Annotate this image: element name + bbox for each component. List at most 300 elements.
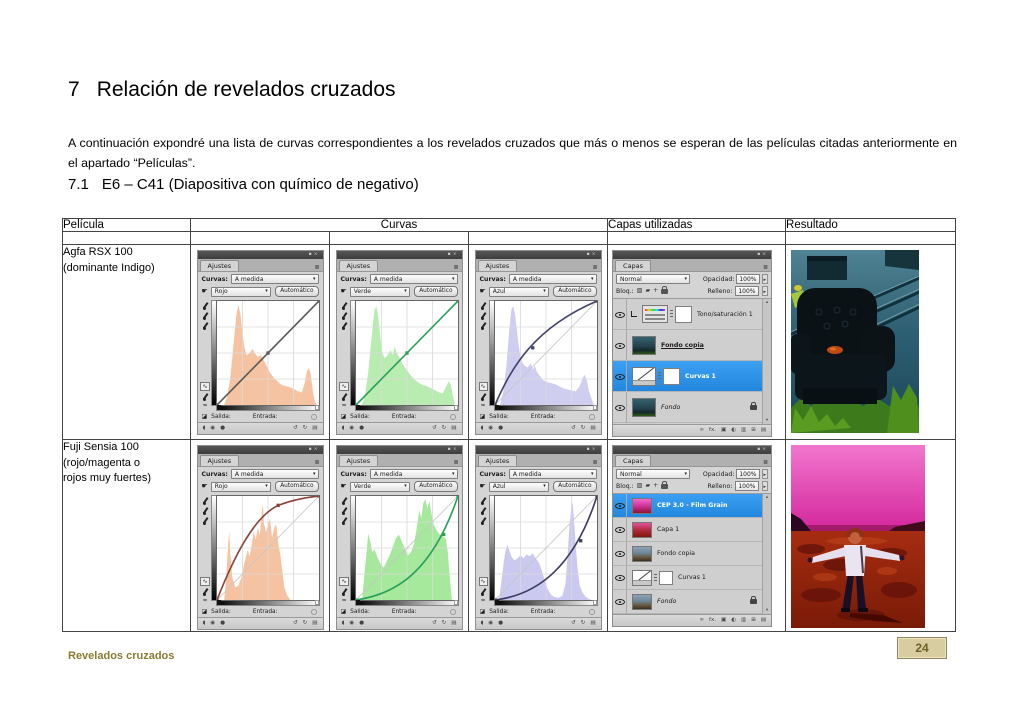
layer-mask-thumbnail[interactable] bbox=[663, 368, 680, 385]
draw-curve-pencil-icon[interactable] bbox=[481, 588, 486, 596]
curves-panel-toolbar bbox=[337, 422, 462, 434]
point-edit-icon: ◪ bbox=[479, 607, 486, 615]
targeted-adjustment-icon[interactable]: ☛ bbox=[479, 287, 486, 295]
input-label: Entrada: bbox=[252, 413, 278, 420]
edit-points-icon[interactable]: ∿ bbox=[202, 578, 208, 585]
curve-grid[interactable] bbox=[494, 300, 598, 406]
input-label: Entrada: bbox=[391, 413, 417, 420]
clip-to-layer-icon[interactable]: ◖ bbox=[480, 619, 484, 626]
layer-lock-icon bbox=[750, 599, 757, 604]
lock-move-icon[interactable]: + bbox=[653, 287, 659, 294]
channel-dropdown[interactable]: Verde ▾ bbox=[350, 482, 410, 492]
toggle-visibility-icon[interactable]: ◉ bbox=[488, 424, 494, 431]
layers-scrollbar[interactable] bbox=[762, 299, 771, 424]
curves-main-area bbox=[476, 299, 601, 411]
view-previous-state-icon[interactable]: ● bbox=[498, 424, 504, 431]
curve-grid[interactable] bbox=[494, 495, 598, 601]
close-icon[interactable]: × bbox=[452, 251, 459, 257]
mask-link-icon bbox=[670, 310, 673, 318]
tab-ajustes[interactable]: Ajustes bbox=[478, 260, 518, 271]
scroll-up-icon[interactable]: ▴ bbox=[765, 495, 769, 500]
fill-spinner-icon[interactable]: ▸ bbox=[762, 286, 769, 296]
redo-icon[interactable]: ↻ bbox=[441, 619, 447, 626]
window-controls[interactable] bbox=[587, 448, 598, 453]
table-header-row bbox=[63, 219, 956, 232]
chevron-down-icon: ▾ bbox=[684, 275, 688, 282]
curves-tool-strip bbox=[478, 300, 489, 411]
close-icon[interactable]: × bbox=[762, 251, 769, 257]
resize-dot-icon bbox=[450, 609, 456, 615]
chevron-down-icon: ▾ bbox=[543, 483, 546, 489]
delete-adjustment-icon[interactable]: ▤ bbox=[451, 424, 457, 431]
draw-curve-pencil-icon[interactable] bbox=[481, 393, 486, 401]
layer-row[interactable] bbox=[613, 542, 762, 566]
lock-move-icon[interactable]: + bbox=[653, 482, 659, 489]
panel-titlebar bbox=[337, 251, 462, 259]
curves-main-area bbox=[476, 494, 601, 606]
curve-grid[interactable] bbox=[355, 495, 459, 601]
layer-row[interactable] bbox=[613, 494, 762, 518]
smooth-curve-icon[interactable]: ≈ bbox=[480, 597, 486, 604]
auto-button[interactable]: Automático bbox=[414, 286, 457, 297]
opacity-value[interactable]: 100% bbox=[736, 469, 759, 479]
redo-icon[interactable]: ↻ bbox=[302, 424, 308, 431]
visibility-eye-icon[interactable] bbox=[615, 573, 624, 582]
visibility-eye-icon[interactable] bbox=[615, 525, 624, 534]
point-edit-icon: ◪ bbox=[340, 607, 347, 615]
gray-point-eyedropper-icon[interactable] bbox=[203, 507, 208, 515]
opacity-label: Opacidad: bbox=[702, 470, 735, 478]
redo-icon[interactable]: ↻ bbox=[441, 424, 447, 431]
panel-menu-icon[interactable]: ≣ bbox=[453, 264, 459, 271]
white-point-eyedropper-icon[interactable] bbox=[203, 517, 208, 525]
layer-thumbnail[interactable] bbox=[632, 498, 652, 514]
channel-histogram bbox=[217, 504, 290, 600]
opacity-spinner-icon[interactable]: ▸ bbox=[762, 469, 769, 479]
opacity-spinner-icon[interactable]: ▸ bbox=[762, 274, 769, 284]
window-controls[interactable] bbox=[448, 448, 459, 453]
black-point-eyedropper-icon[interactable] bbox=[481, 302, 486, 310]
visibility-eye-icon[interactable] bbox=[615, 341, 624, 350]
layer-thumbnail[interactable] bbox=[632, 570, 652, 586]
toggle-visibility-icon[interactable]: ◉ bbox=[488, 619, 494, 626]
point-edit-icon: ◪ bbox=[201, 412, 208, 420]
cross-process-table bbox=[62, 218, 956, 632]
view-previous-state-icon[interactable]: ● bbox=[359, 619, 365, 626]
new-adjustment-layer-icon[interactable]: ◐ bbox=[731, 616, 737, 623]
layers-scrollbar[interactable] bbox=[762, 494, 771, 614]
column-header-capas: Capas utilizadas bbox=[608, 219, 786, 232]
reset-icon[interactable]: ↺ bbox=[571, 619, 576, 626]
white-point-eyedropper-icon[interactable] bbox=[481, 517, 486, 525]
new-layer-icon[interactable]: ⊞ bbox=[751, 426, 756, 433]
film-name-cell: Fuji Sensia 100 (rojo/magenta o rojos muy fuertes) bbox=[63, 440, 191, 632]
minimize-icon[interactable]: ▪ bbox=[308, 446, 314, 452]
tab-ajustes[interactable]: Ajustes bbox=[200, 260, 240, 271]
window-controls[interactable] bbox=[757, 448, 768, 453]
gray-point-eyedropper-icon[interactable] bbox=[342, 312, 347, 320]
gray-point-eyedropper-icon[interactable] bbox=[342, 507, 347, 515]
view-previous-state-icon[interactable]: ● bbox=[220, 424, 226, 431]
targeted-adjustment-icon[interactable]: ☛ bbox=[201, 287, 208, 295]
tab-capas[interactable]: Capas bbox=[615, 260, 651, 271]
clip-to-layer-icon[interactable]: ◖ bbox=[202, 619, 206, 626]
gray-point-eyedropper-icon[interactable] bbox=[203, 312, 208, 320]
view-previous-state-icon[interactable]: ● bbox=[220, 619, 226, 626]
new-group-icon[interactable]: ▥ bbox=[741, 616, 747, 623]
resize-dot-icon bbox=[589, 609, 595, 615]
layer-thumbnail[interactable] bbox=[632, 546, 652, 562]
curves-io-row bbox=[198, 411, 323, 422]
channel-dropdown[interactable]: Azul ▾ bbox=[489, 287, 549, 297]
layer-row[interactable] bbox=[613, 518, 762, 542]
lock-transparency-icon[interactable]: ▨ bbox=[636, 482, 643, 489]
preset-dropdown[interactable]: A medida ▾ bbox=[370, 274, 458, 284]
layer-style-icon[interactable]: fx. bbox=[709, 616, 716, 623]
tab-capas[interactable]: Capas bbox=[615, 455, 651, 466]
curves-tool-strip bbox=[339, 495, 350, 606]
blend-mode-dropdown[interactable]: Normal ▾ bbox=[616, 274, 690, 284]
targeted-adjustment-icon[interactable]: ☛ bbox=[340, 287, 347, 295]
close-icon[interactable]: × bbox=[591, 446, 598, 452]
curve-grid[interactable] bbox=[216, 300, 320, 406]
layer-name[interactable]: Fondo bbox=[657, 598, 677, 605]
preset-dropdown[interactable]: A medida ▾ bbox=[509, 469, 597, 479]
minimize-icon[interactable]: ▪ bbox=[308, 251, 314, 257]
curves-channel-row bbox=[198, 285, 323, 299]
curves-cell-blue bbox=[469, 440, 608, 632]
minimize-icon[interactable]: ▪ bbox=[447, 446, 453, 452]
toggle-visibility-icon[interactable]: ◉ bbox=[210, 424, 216, 431]
clip-to-layer-icon[interactable]: ◖ bbox=[480, 424, 484, 431]
curves-panel-toolbar bbox=[198, 422, 323, 434]
output-label: Salida: bbox=[211, 413, 231, 420]
curves-cell-red bbox=[191, 440, 330, 632]
preset-dropdown[interactable]: A medida ▾ bbox=[370, 469, 458, 479]
layer-name[interactable]: Curvas 1 bbox=[678, 574, 706, 581]
close-icon[interactable]: × bbox=[591, 251, 598, 257]
layer-thumbnail[interactable] bbox=[642, 305, 668, 323]
new-group-icon[interactable]: ▥ bbox=[741, 426, 747, 433]
scroll-up-icon[interactable]: ▴ bbox=[765, 300, 769, 305]
close-icon[interactable]: × bbox=[452, 446, 459, 452]
black-point-eyedropper-icon[interactable] bbox=[203, 497, 208, 505]
layer-thumbnail[interactable] bbox=[632, 367, 656, 386]
window-controls[interactable] bbox=[309, 253, 320, 258]
lock-row bbox=[613, 480, 771, 493]
panel-menu-icon[interactable]: ≣ bbox=[592, 459, 598, 466]
visibility-eye-icon[interactable] bbox=[615, 310, 624, 319]
targeted-adjustment-icon[interactable]: ☛ bbox=[340, 482, 347, 490]
curves-preset-row bbox=[476, 467, 601, 480]
tab-ajustes[interactable]: Ajustes bbox=[200, 455, 240, 466]
lock-paint-icon[interactable]: ▰ bbox=[645, 482, 651, 489]
minimize-icon[interactable]: ▪ bbox=[586, 446, 592, 452]
channel-dropdown[interactable]: Verde ▾ bbox=[350, 287, 410, 297]
curves-main-area bbox=[198, 494, 323, 606]
auto-button[interactable]: Automático bbox=[275, 481, 318, 492]
resize-dot-icon bbox=[450, 414, 456, 420]
layer-row[interactable] bbox=[613, 299, 762, 330]
toggle-visibility-icon[interactable]: ◉ bbox=[210, 619, 216, 626]
curves-cell-blue bbox=[469, 245, 608, 440]
targeted-adjustment-icon[interactable]: ☛ bbox=[201, 482, 208, 490]
curves-adjustment-panel bbox=[475, 445, 602, 630]
fill-spinner-icon[interactable]: ▸ bbox=[762, 481, 769, 491]
layer-name[interactable]: Fondo copia bbox=[657, 550, 696, 557]
new-adjustment-layer-icon[interactable]: ◐ bbox=[731, 426, 737, 433]
layers-list bbox=[613, 494, 762, 614]
preset-dropdown[interactable]: A medida ▾ bbox=[231, 469, 319, 479]
black-point-eyedropper-icon[interactable] bbox=[342, 497, 347, 505]
close-icon[interactable]: × bbox=[762, 446, 769, 452]
output-label: Salida: bbox=[489, 413, 509, 420]
scroll-down-icon[interactable]: ▾ bbox=[765, 608, 769, 613]
resize-dot-icon bbox=[311, 414, 317, 420]
input-gradient-bar bbox=[216, 601, 320, 606]
window-controls[interactable] bbox=[309, 448, 320, 453]
smooth-curve-icon[interactable]: ≈ bbox=[202, 402, 208, 409]
panel-titlebar bbox=[337, 446, 462, 454]
layer-name[interactable]: Tono/saturación 1 bbox=[697, 310, 753, 318]
layer-row[interactable] bbox=[613, 361, 762, 392]
lock-row bbox=[613, 285, 771, 298]
visibility-eye-icon[interactable] bbox=[615, 597, 624, 606]
reset-icon[interactable]: ↺ bbox=[432, 619, 437, 626]
tab-ajustes[interactable]: Ajustes bbox=[339, 260, 379, 271]
channel-dropdown[interactable]: Rojo ▾ bbox=[211, 287, 271, 297]
gray-point-eyedropper-icon[interactable] bbox=[481, 507, 486, 515]
curves-panel-toolbar bbox=[337, 617, 462, 629]
panel-menu-icon[interactable]: ≣ bbox=[314, 264, 320, 271]
curves-adjustment-panel bbox=[336, 445, 463, 630]
layer-name[interactable]: Fondo copia bbox=[661, 341, 704, 349]
curves-channel-row bbox=[337, 285, 462, 299]
visibility-eye-icon[interactable] bbox=[615, 403, 624, 412]
layers-body bbox=[613, 493, 771, 614]
layer-row[interactable] bbox=[613, 330, 762, 361]
layer-row[interactable] bbox=[613, 590, 762, 614]
lock-transparency-icon[interactable]: ▨ bbox=[636, 287, 643, 294]
reset-icon[interactable]: ↺ bbox=[432, 424, 437, 431]
edit-points-icon[interactable]: ∿ bbox=[341, 578, 347, 585]
layer-name[interactable]: Capa 1 bbox=[657, 526, 680, 533]
blend-mode-row bbox=[613, 467, 771, 480]
resize-dot-icon bbox=[311, 609, 317, 615]
draw-curve-pencil-icon[interactable] bbox=[342, 588, 347, 596]
layer-mask-thumbnail[interactable] bbox=[675, 306, 692, 323]
table-spacer-row bbox=[63, 232, 956, 245]
scroll-down-icon[interactable]: ▾ bbox=[765, 418, 769, 423]
delete-layer-icon[interactable]: ▤ bbox=[760, 616, 767, 623]
smooth-curve-icon[interactable]: ≈ bbox=[480, 402, 486, 409]
layer-thumbnail[interactable] bbox=[632, 398, 656, 417]
subsection-number: 7.1 bbox=[68, 176, 89, 193]
layer-thumbnail[interactable] bbox=[632, 522, 652, 538]
clip-to-layer-icon[interactable]: ◖ bbox=[341, 619, 345, 626]
chevron-down-icon: ▾ bbox=[543, 288, 546, 294]
panel-titlebar bbox=[476, 446, 601, 454]
fill-label: Relleno: bbox=[707, 482, 733, 490]
redo-icon[interactable]: ↻ bbox=[580, 424, 586, 431]
black-point-eyedropper-icon[interactable] bbox=[481, 497, 486, 505]
draw-curve-pencil-icon[interactable] bbox=[203, 588, 208, 596]
curves-label: Curvas: bbox=[479, 275, 506, 283]
clip-to-layer-icon[interactable]: ◖ bbox=[341, 424, 345, 431]
edit-points-icon[interactable]: ∿ bbox=[202, 383, 208, 390]
black-point-eyedropper-icon[interactable] bbox=[203, 302, 208, 310]
layers-panel-toolbar bbox=[613, 614, 771, 626]
visibility-eye-icon[interactable] bbox=[615, 372, 624, 381]
curves-tool-strip bbox=[478, 495, 489, 606]
white-point-eyedropper-icon[interactable] bbox=[481, 322, 486, 330]
window-controls[interactable] bbox=[757, 253, 768, 258]
curves-panel-toolbar bbox=[198, 617, 323, 629]
panel-menu-icon[interactable]: ≣ bbox=[453, 459, 459, 466]
visibility-eye-icon[interactable] bbox=[615, 549, 624, 558]
panel-menu-icon[interactable]: ≣ bbox=[592, 264, 598, 271]
window-controls[interactable] bbox=[448, 253, 459, 258]
channel-dropdown[interactable]: Azul ▾ bbox=[489, 482, 549, 492]
curve-grid[interactable] bbox=[216, 495, 320, 601]
close-icon[interactable]: × bbox=[313, 446, 320, 452]
panel-titlebar bbox=[198, 446, 323, 454]
window-controls[interactable] bbox=[587, 253, 598, 258]
reset-icon[interactable]: ↺ bbox=[571, 424, 576, 431]
new-layer-icon[interactable]: ⊞ bbox=[751, 616, 756, 623]
panel-menu-icon[interactable]: ≣ bbox=[763, 459, 769, 466]
curves-tool-strip bbox=[339, 300, 350, 411]
minimize-icon[interactable]: ▪ bbox=[757, 251, 763, 257]
minimize-icon[interactable]: ▪ bbox=[447, 251, 453, 257]
white-point-eyedropper-icon[interactable] bbox=[203, 322, 208, 330]
auto-button[interactable]: Automático bbox=[275, 286, 318, 297]
preset-dropdown[interactable]: A medida ▾ bbox=[231, 274, 319, 284]
layer-thumbnail[interactable] bbox=[632, 594, 652, 610]
lock-all-icon[interactable] bbox=[661, 484, 668, 489]
link-layers-icon[interactable]: ∞ bbox=[699, 616, 705, 623]
layer-name[interactable]: Fondo bbox=[661, 403, 681, 411]
toggle-visibility-icon[interactable]: ◉ bbox=[349, 619, 355, 626]
layer-style-icon[interactable]: fx. bbox=[709, 426, 716, 433]
curves-cell-green bbox=[330, 440, 469, 632]
panel-menu-icon[interactable]: ≣ bbox=[763, 264, 769, 271]
panel-titlebar bbox=[476, 251, 601, 259]
draw-curve-pencil-icon[interactable] bbox=[203, 393, 208, 401]
curves-label: Curvas: bbox=[201, 470, 228, 478]
layer-row[interactable] bbox=[613, 392, 762, 423]
draw-curve-pencil-icon[interactable] bbox=[342, 393, 347, 401]
minimize-icon[interactable]: ▪ bbox=[586, 251, 592, 257]
table-row-agfa bbox=[63, 245, 956, 440]
visibility-eye-icon[interactable] bbox=[615, 501, 624, 510]
delete-layer-icon[interactable]: ▤ bbox=[760, 426, 767, 433]
panel-menu-icon[interactable]: ≣ bbox=[314, 459, 320, 466]
channel-dropdown[interactable]: Rojo ▾ bbox=[211, 482, 271, 492]
delete-adjustment-icon[interactable]: ▤ bbox=[590, 619, 596, 626]
preset-dropdown[interactable]: A medida ▾ bbox=[509, 274, 597, 284]
mask-link-icon bbox=[658, 372, 661, 380]
curve-grid[interactable] bbox=[355, 300, 459, 406]
black-point-eyedropper-icon[interactable] bbox=[342, 302, 347, 310]
layers-panel bbox=[612, 445, 772, 627]
gray-point-eyedropper-icon[interactable] bbox=[481, 312, 486, 320]
reset-icon[interactable]: ↺ bbox=[293, 619, 298, 626]
layer-thumbnail[interactable] bbox=[632, 336, 656, 355]
white-point-eyedropper-icon[interactable] bbox=[342, 322, 347, 330]
result-photo-indigo-chair bbox=[791, 250, 919, 433]
chevron-down-icon: ▾ bbox=[312, 275, 316, 282]
auto-button[interactable]: Automático bbox=[553, 286, 596, 297]
curves-channel-row bbox=[198, 480, 323, 494]
film-name-cell: Agfa RSX 100 (dominante Indigo) bbox=[63, 245, 191, 440]
panel-tabbar bbox=[613, 259, 771, 272]
fill-value[interactable]: 100% bbox=[735, 286, 758, 296]
delete-adjustment-icon[interactable]: ▤ bbox=[590, 424, 596, 431]
add-layer-mask-icon[interactable]: ▣ bbox=[721, 616, 727, 623]
column-header-curvas: Curvas bbox=[191, 219, 608, 232]
close-icon[interactable]: × bbox=[313, 251, 320, 257]
curves-preset-row bbox=[198, 467, 323, 480]
layer-name[interactable]: Curvas 1 bbox=[685, 372, 716, 380]
clip-arrow-icon bbox=[631, 311, 637, 317]
auto-button[interactable]: Automático bbox=[553, 481, 596, 492]
fill-value[interactable]: 100% bbox=[735, 481, 758, 491]
layer-row[interactable] bbox=[613, 566, 762, 590]
clip-to-layer-icon[interactable]: ◖ bbox=[202, 424, 206, 431]
edit-points-icon[interactable]: ∿ bbox=[341, 383, 347, 390]
auto-button[interactable]: Automático bbox=[414, 481, 457, 492]
redo-icon[interactable]: ↻ bbox=[302, 619, 308, 626]
lock-all-icon[interactable] bbox=[661, 289, 668, 294]
chevron-down-icon: ▾ bbox=[451, 275, 455, 282]
edit-points-icon[interactable]: ∿ bbox=[480, 383, 486, 390]
delete-adjustment-icon[interactable]: ▤ bbox=[312, 619, 318, 626]
view-previous-state-icon[interactable]: ● bbox=[359, 424, 365, 431]
minimize-icon[interactable]: ▪ bbox=[757, 446, 763, 452]
lock-paint-icon[interactable]: ▰ bbox=[645, 287, 651, 294]
view-previous-state-icon[interactable]: ● bbox=[498, 619, 504, 626]
tab-ajustes[interactable]: Ajustes bbox=[478, 455, 518, 466]
opacity-value[interactable]: 100% bbox=[736, 274, 759, 284]
add-layer-mask-icon[interactable]: ▣ bbox=[721, 426, 727, 433]
reset-icon[interactable]: ↺ bbox=[293, 424, 298, 431]
delete-adjustment-icon[interactable]: ▤ bbox=[312, 424, 318, 431]
blend-mode-dropdown[interactable]: Normal ▾ bbox=[616, 469, 690, 479]
curves-io-row bbox=[476, 411, 601, 422]
redo-icon[interactable]: ↻ bbox=[580, 619, 586, 626]
fill-label: Relleno: bbox=[707, 287, 733, 295]
panel-tabbar bbox=[337, 454, 462, 467]
edit-points-icon[interactable]: ∿ bbox=[480, 578, 486, 585]
curves-preset-row bbox=[198, 272, 323, 285]
smooth-curve-icon[interactable]: ≈ bbox=[202, 597, 208, 604]
smooth-curve-icon[interactable]: ≈ bbox=[341, 402, 347, 409]
layer-name[interactable]: CEP 3.0 - Film Grain bbox=[657, 502, 728, 509]
layer-mask-thumbnail[interactable] bbox=[659, 571, 673, 585]
panel-titlebar bbox=[613, 251, 771, 259]
targeted-adjustment-icon[interactable]: ☛ bbox=[479, 482, 486, 490]
tab-ajustes[interactable]: Ajustes bbox=[339, 455, 379, 466]
chevron-down-icon: ▾ bbox=[404, 288, 407, 294]
white-point-eyedropper-icon[interactable] bbox=[342, 517, 347, 525]
delete-adjustment-icon[interactable]: ▤ bbox=[451, 619, 457, 626]
toggle-visibility-icon[interactable]: ◉ bbox=[349, 424, 355, 431]
chevron-down-icon: ▾ bbox=[404, 483, 407, 489]
smooth-curve-icon[interactable]: ≈ bbox=[341, 597, 347, 604]
link-layers-icon[interactable]: ∞ bbox=[699, 426, 705, 433]
output-label: Salida: bbox=[350, 413, 370, 420]
